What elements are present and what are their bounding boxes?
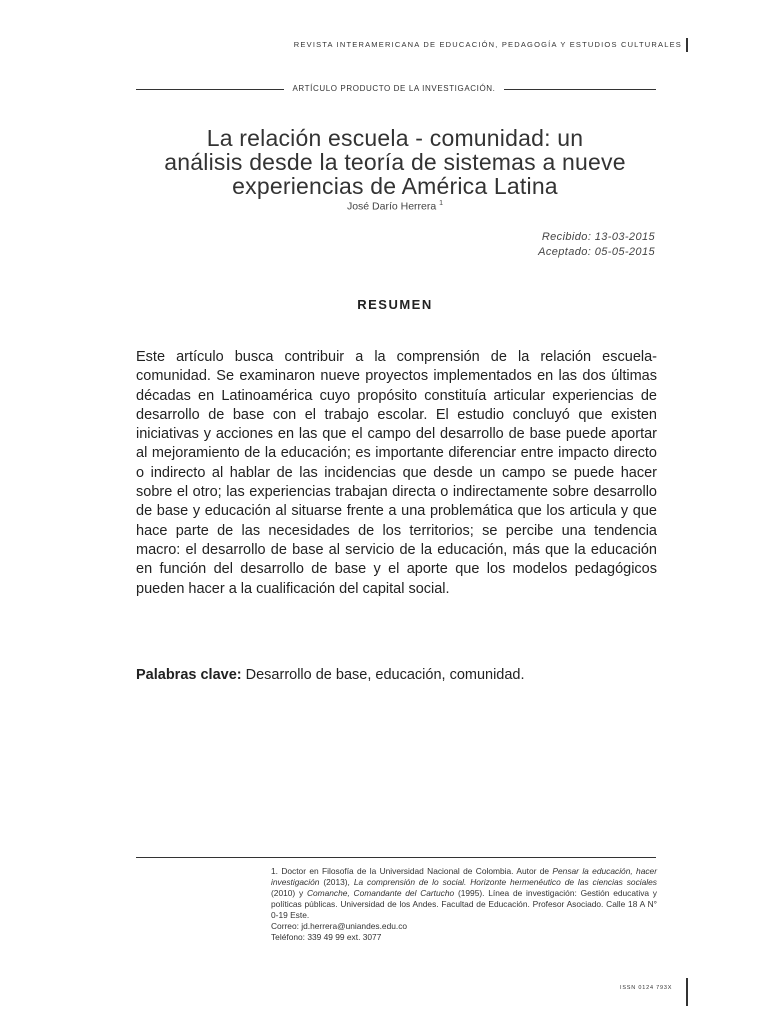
accepted-date: Aceptado: 05-05-2015 (538, 246, 655, 258)
footnote-text: 1. Doctor en Filosofía de la Universidad Nacional de Colombia. Autor de (271, 866, 553, 876)
keywords (136, 667, 657, 683)
footnote (271, 866, 657, 943)
footnote-rule (136, 857, 656, 858)
title-line: La relación escuela - comunidad: un (206, 125, 584, 151)
author-name: José Darío Herrera (346, 200, 437, 213)
footnote-book-title: La comprensión de lo social. Horizonte hermenéutico de las ciencias sociales (353, 877, 657, 887)
keywords-label: Palabras clave: (136, 667, 242, 683)
footnote-phone: Teléfono: 339 49 99 ext. 3077 (271, 932, 382, 942)
received-date: Recibido: 13-03-2015 (541, 231, 655, 243)
footnote-text: (1995). Línea de investigación: Gestión educativa y políticas públicas. Universidad de los Andes. Facultad de Educación. Profesor Asociado. Calle 18 A N° 0-19 Este. (271, 888, 657, 920)
footnote-book-title: Comanche, Comandante del Cartucho (306, 888, 455, 898)
keywords-text: Desarrollo de base, educación, comunidad. (241, 667, 525, 683)
title-line: análisis desde la teoría de sistemas a nueve (164, 149, 626, 175)
abstract-heading: RESUMEN (357, 297, 433, 312)
header-divider (686, 38, 688, 52)
abstract-text: Este artículo busca contribuir a la comprensión de la relación escuela-comunidad. Se examinaron nueve proyectos implementados en las dos últimas décadas en Latinoamérica cuyo propósito constituía articular experiencias de desarrollo de base con el trabajo escolar. El estudio concluyó que existen iniciativas y acciones en las que el campo del desarrollo de base puede aportar al mejoramiento de la educación; es importante diferenciar entre impacto directo o indirecto al hablar de las incidencias que desde un campo se puede hacer sobre el otro; las experiencias trabajan directa o indirectamente sobre desarrollo de base y educación al situarse frente a una problemática que los articula y que hace parte de las necesidades de los territorios; se percibe una tendencia macro: el desarrollo de base al servicio de la educación, más que la educación en función del desarrollo de base y el aporte que los modelos pedagógicos pueden hacer a la cualificación del capital social. (136, 349, 657, 597)
article-title (110, 126, 680, 198)
footnote-book-title: Pensar la educación, hacer investigación (271, 866, 657, 887)
journal-header: REVISTA INTERAMERICANA DE EDUCACIÓN, PEDAGOGÍA Y ESTUDIOS CULTURALES (293, 40, 682, 49)
title-line: experiencias de América Latina (232, 173, 558, 199)
author (300, 200, 490, 213)
article-dates (538, 230, 655, 260)
footnote-text: (2013), (319, 877, 354, 887)
section-rule-right (504, 89, 656, 90)
footer-divider (686, 978, 688, 1006)
issn: ISSN 0124 793X (620, 985, 673, 991)
section-rule-left (136, 89, 284, 90)
footnote-email: Correo: jd.herrera@uniandes.edu.co (271, 921, 408, 931)
footnote-mark: 1 (439, 200, 444, 207)
footnote-bio (271, 866, 657, 921)
footnote-text: (2010) y (271, 888, 307, 898)
section-label: ARTÍCULO PRODUCTO DE LA INVESTIGACIÓN. (292, 84, 496, 93)
